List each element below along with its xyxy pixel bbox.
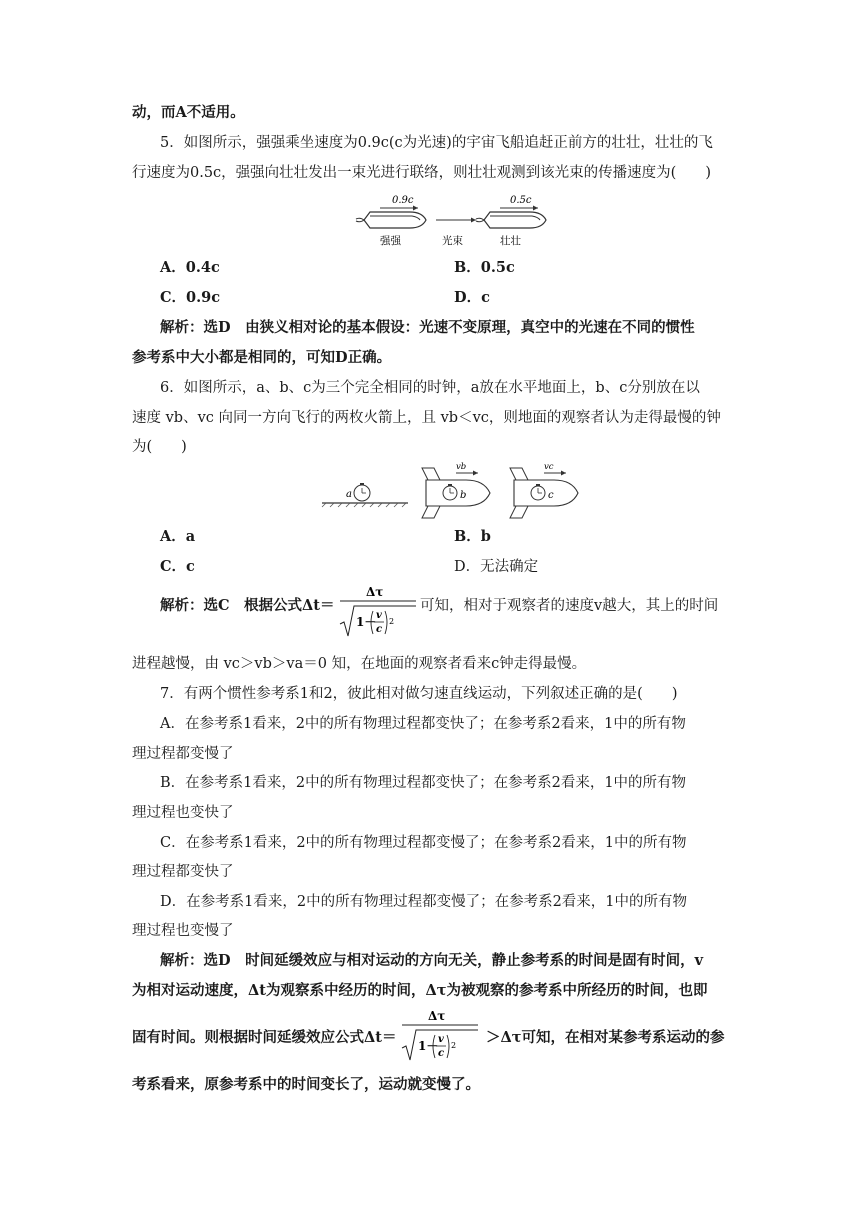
q5-line-2: 行速度为0.5c，强强向壮壮发出一束光进行联络，则壮壮观测到该光束的传播速度为( ) [132,165,711,181]
q6-option-b: B．b [454,528,491,545]
q7-analysis-1: 解析：选D 时间延缓效应与相对运动的方向无关，静止参考系的时间是固有时间，v [160,952,703,969]
beam-label: 光束 [442,235,463,247]
q6-option-a: A．a [160,528,196,545]
rocket-b-icon [422,468,490,518]
formula-v: v [376,610,382,621]
formula-exponent: 2 [389,617,395,626]
q5-option-c: C．0.9c [160,289,221,306]
speed-b-label: vb [456,462,467,472]
q5-analysis-2: 参考系中大小都是相同的，可知D正确。 [132,349,392,366]
q7-option-d-1: D．在参考系1看来，2中的所有物理过程都变慢了；在参考系2看来，1中的所有物 [160,894,688,910]
q6-option-d: D．无法确定 [454,559,539,575]
formula-c: c [376,624,383,635]
q7-option-d-2: 理过程也变慢了 [132,923,234,939]
q7-option-b-1: B．在参考系1看来，2中的所有物理过程都变快了；在参考系2看来，1中的所有物 [160,775,687,791]
q5-option-a: A．0.4c [160,259,220,276]
q7-option-a-1: A．在参考系1看来，2中的所有物理过程都变快了；在参考系2看来，1中的所有物 [160,716,686,732]
clock-b-label: b [460,490,467,501]
q6-option-c: C．c [160,558,195,575]
speed-c-label: vc [544,462,554,472]
q7-analysis-3-prefix: 固有时间。则根据时间延缓效应公式Δt＝ [132,1029,397,1046]
right-ship-label: 壮壮 [500,235,521,247]
formula-numerator: Δτ [366,585,384,599]
rocket-c-icon [510,468,578,518]
left-ship-label: 强强 [380,235,401,247]
q7-option-c-1: C．在参考系1看来，2中的所有物理过程都变慢了；在参考系2看来，1中的所有物 [160,835,687,851]
q7-option-a-2: 理过程都变慢了 [132,746,234,762]
q7-analysis-4: 考系看来，原参考系中的时间变长了，运动就变慢了。 [132,1076,480,1093]
left-speed-label: 0.9c [392,195,414,206]
q6-line-1: 6．如图所示，a、b、c为三个完全相同的时钟，a放在水平地面上，b、c分别放在以 [160,380,700,396]
q7-option-c-2: 理过程都变快了 [132,864,234,880]
q6-line-3: 为( ) [132,439,187,455]
q5-line-1: 5．如图所示，强强乘坐速度为0.9c(c为光速)的宇宙飞船追赶正前方的壮壮，壮壮的飞 [160,135,713,151]
right-speed-label: 0.5c [510,195,532,206]
clock-a-icon [354,483,370,501]
q6-analysis-suffix: 可知，相对于观察者的速度v越大，其上的时间 [420,598,719,614]
q6-figure [318,460,588,522]
clock-a-label: a [346,489,352,500]
left-spaceship-icon [356,212,426,228]
q6-formula [338,584,418,644]
q7-formula [400,1008,480,1068]
q5-option-d: D．c [454,289,490,306]
q7-option-b-2: 理过程也变快了 [132,805,234,821]
q7-stem: 7．有两个惯性参考系1和2，彼此相对做匀速直线运动，下列叙述正确的是( ) [160,686,678,702]
q7-analysis-3-suffix: ＞Δτ可知，在相对某参考系运动的参 [486,1029,725,1046]
formula2-one-minus: 1－ [418,1039,439,1053]
carryover-line: 动，而A不适用。 [132,104,245,121]
q5-figure [350,190,560,250]
right-spaceship-icon [476,212,546,228]
formula2-c: c [438,1048,445,1059]
formula2-exponent: 2 [451,1041,457,1050]
q5-option-b: B．0.5c [454,259,515,276]
q6-line-2: 速度 vb、vc 向同一方向飞行的两枚火箭上，且 vb＜vc，则地面的观察者认为走得最慢的钟 [132,410,721,426]
q5-analysis-1: 解析：选D 由狭义相对论的基本假设：光速不变原理，真空中的光速在不同的惯性 [160,319,695,336]
formula-one-minus: 1－ [356,615,377,629]
q6-analysis-prefix: 解析：选C 根据公式Δt＝ [160,597,335,614]
formula2-numerator: Δτ [428,1009,446,1023]
q7-analysis-2: 为相对运动速度，Δt为观察系中经历的时间，Δτ为被观察的参考系中所经历的时间，也即 [132,982,708,999]
clock-c-label: c [548,490,554,501]
formula2-v: v [438,1034,444,1045]
q6-analysis-2: 进程越慢，由 vc＞vb＞va＝0 知，在地面的观察者看来c钟走得最慢。 [132,656,587,672]
